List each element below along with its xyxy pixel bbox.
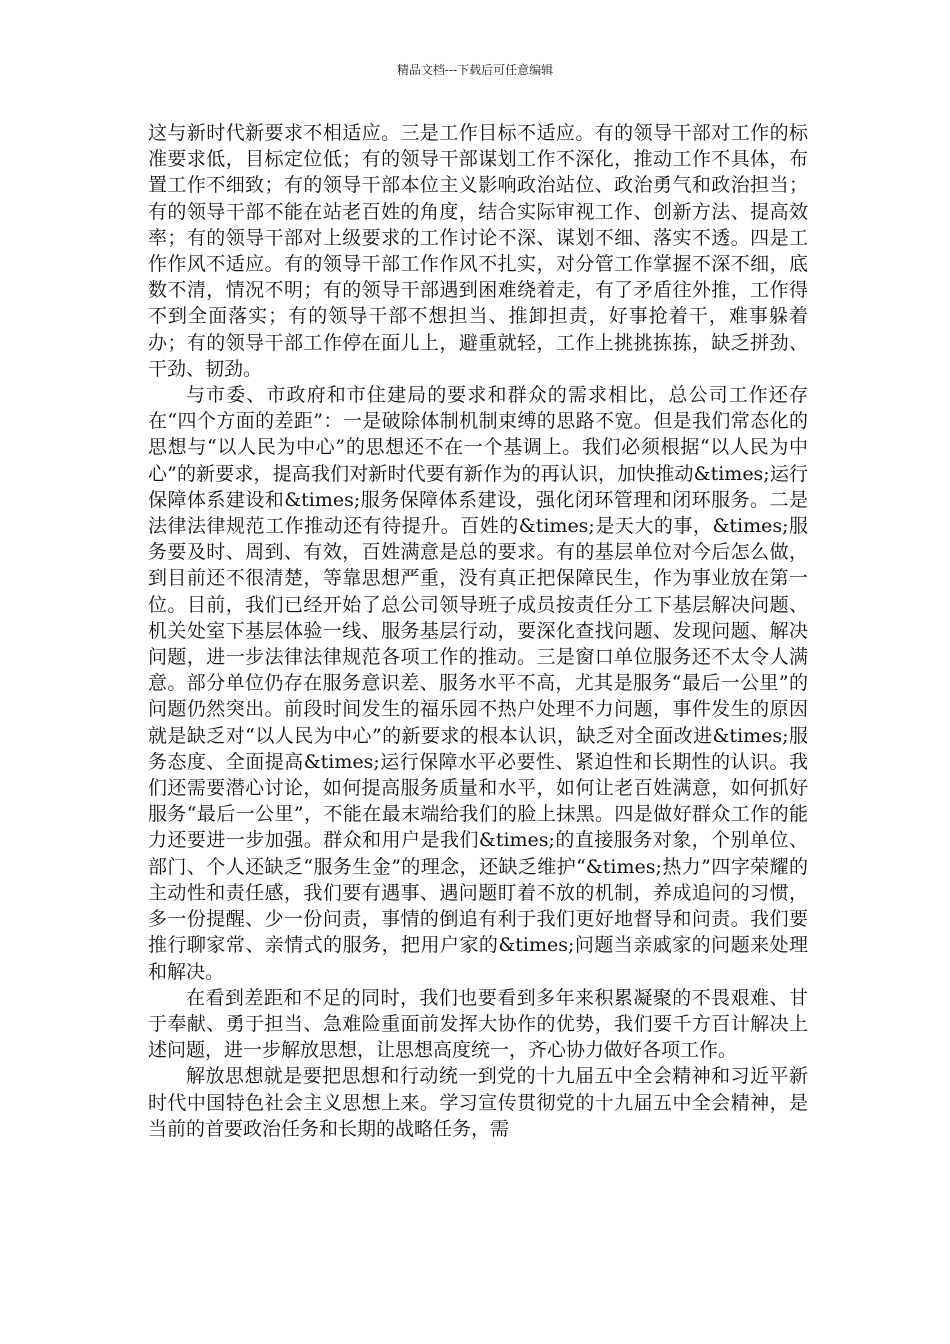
document-body: [148, 120, 808, 1142]
paragraph-2: 与市委、市政府和市住建局的要求和群众的需求相比，总公司工作还存在“四个方面的差距”：一是破除体制机制束缚的思路不宽。但是我们常态化的思想与“以人民为中心”的思想还不在一个基调上。我们必须根据“以人民为中心”的新要求，提高我们对新时代要有新作为的再认识，加快推动&times;运行保障体系建设和&times;服务保障体系建设，强化闭环管理和闭环服务。二是法律法律规范工作推动还有待提升。百姓的&times;是天大的事，&times;服务要及时、周到、有效，百姓满意是总的要求。有的基层单位对今后怎么做，到目前还不很清楚，等靠思想严重，没有真正把保障民生，作为事业放在第一位。目前，我们已经开始了总公司领导班子成员按责任分工下基层解决问题、机关处室下基层体验一线、服务基层行动，要深化查找问题、发现问题、解决问题，进一步法律法律规范各项工作的推动。三是窗口单位服务还不太令人满意。部分单位仍存在服务意识差、服务水平不高，尤其是服务“最后一公里”的问题仍然突出。前段时间发生的福乐园不热户处理不力问题，事件发生的原因就是缺乏对“以人民为中心”的新要求的根本认识，缺乏对全面改进&times;服务态度、全面提高&times;运行保障水平必要性、紧迫性和长期性的认识。我们还需要潜心讨论，如何提高服务质量和水平，如何让老百姓满意，如何抓好服务“最后一公里”，不能在最末端给我们的脸上抹黑。四是做好群众工作的能力还要进一步加强。群众和用户是我们&times;的直接服务对象，个别单位、部门、个人还缺乏“服务生金”的理念，还缺乏维护“&times;热力”四字荣耀的主动性和责任感，我们要有遇事、遇问题盯着不放的机制，养成追问的习惯，多一份提醒、少一份问责，事情的倒追有利于我们更好地督导和问责。我们要推行聊家常、亲情式的服务，把用户家的&times;问题当亲戚家的问题来处理和解决。: [148, 384, 808, 983]
paragraph-3: 在看到差距和不足的同时，我们也要看到多年来积累凝聚的不畏艰难、甘于奉献、勇于担当、急难险重面前发挥大协作的优势，我们要千方百计解决上述问题，进一步解放思想，让思想高度统一，齐心协力做好各项工作。: [148, 986, 808, 1062]
page-header: 精品文档---下载后可任意编辑: [396, 63, 554, 77]
paragraph-4: 解放思想就是要把思想和行动统一到党的十九届五中全会精神和习近平新时代中国特色社会主义思想上来。学习宣传贯彻党的十九届五中全会精神，是当前的首要政治任务和长期的战略任务，需: [148, 1065, 808, 1140]
paragraph-1: 这与新时代新要求不相适应。三是工作目标不适应。有的领导干部对工作的标准要求低，目标定位低；有的领导干部谋划工作不深化，推动工作不具体，布置工作不细致；有的领导干部本位主义影响政治站位、政治勇气和政治担当；有的领导干部不能在站老百姓的角度，结合实际审视工作、创新方法、提高效率；有的领导干部对上级要求的工作讨论不深、谋划不细、落实不透。四是工作作风不适应。有的领导干部工作作风不扎实，对分管工作掌握不深不细，底数不清，情况不明；有的领导干部遇到困难绕着走，有了矛盾往外推，工作得不到全面落实；有的领导干部不想担当、推卸担责，好事抢着干，难事躲着办；有的领导干部工作停在面儿上，避重就轻，工作上挑挑拣拣，缺乏拼劲、干劲、韧劲。: [148, 122, 808, 380]
